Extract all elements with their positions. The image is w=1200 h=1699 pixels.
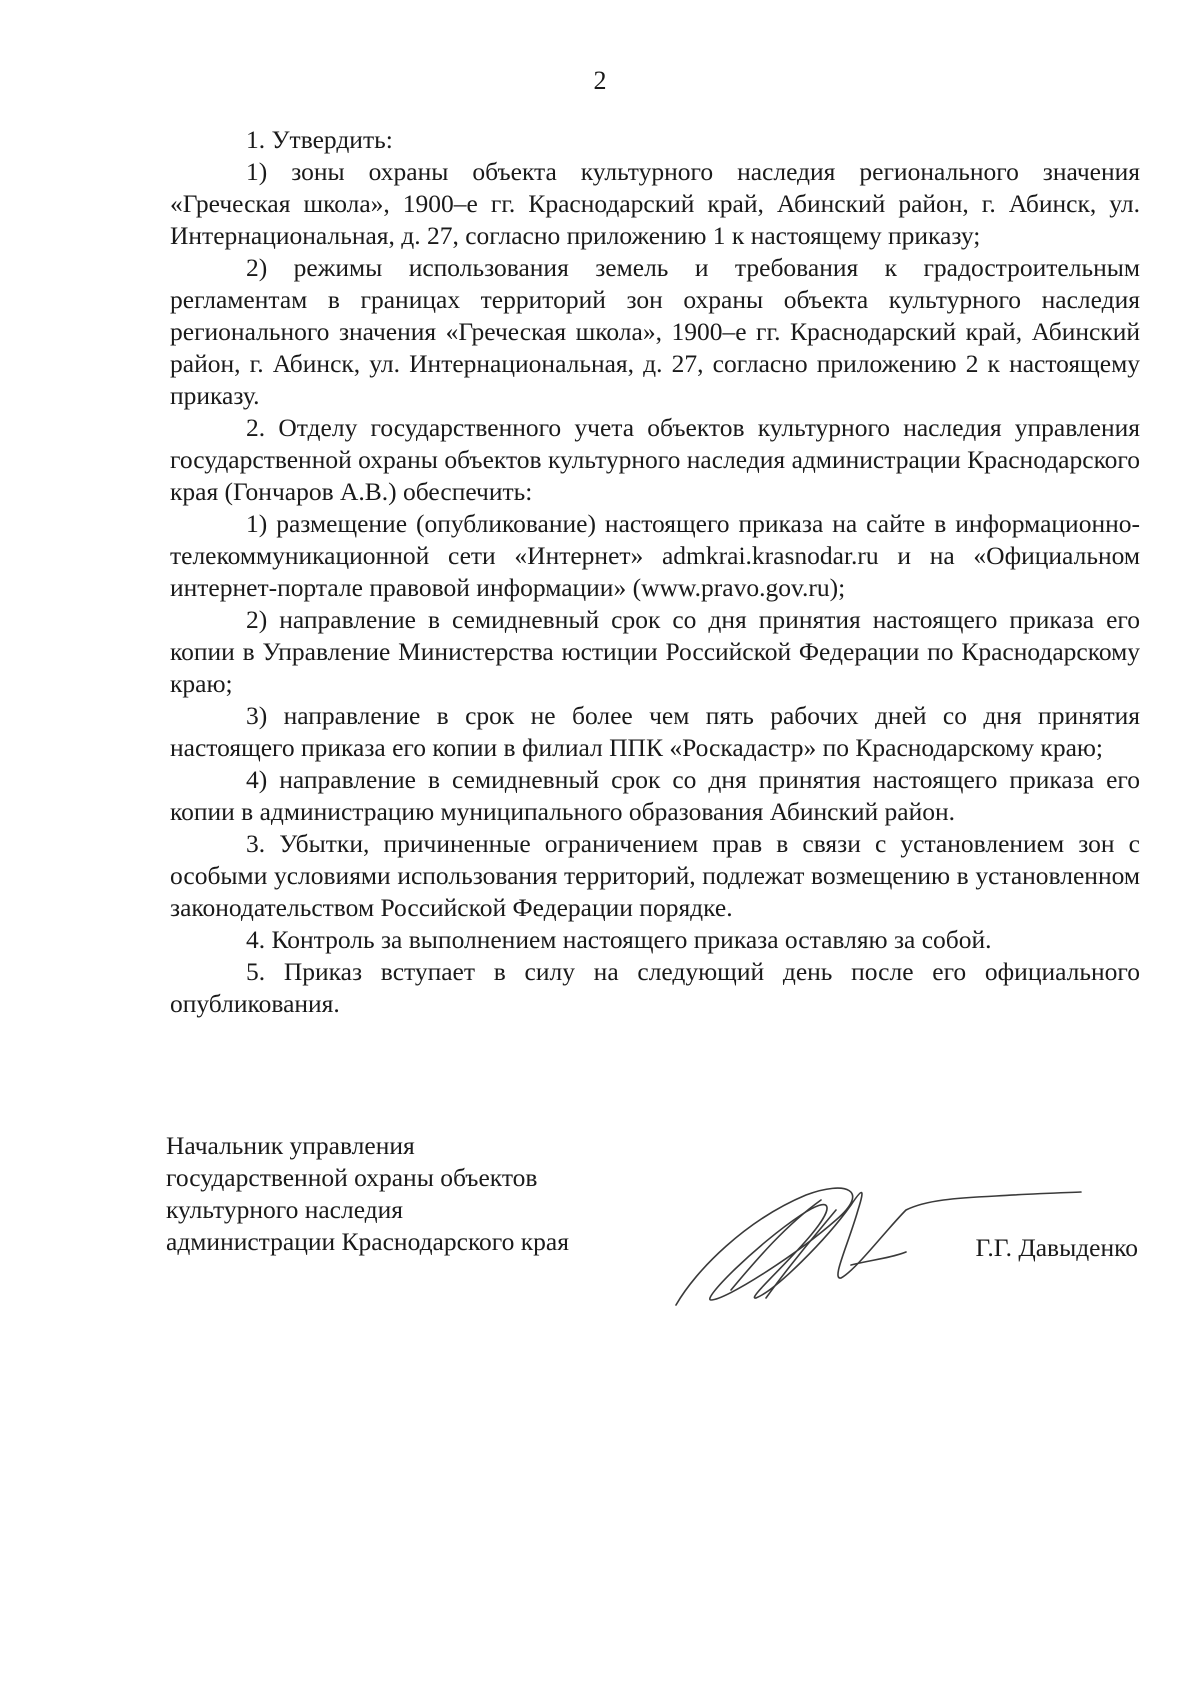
signer-position-line: Начальник управления — [166, 1131, 415, 1160]
signer-position-line: государственной охраны объектов — [166, 1163, 538, 1192]
paragraph-approve: 1. Утвердить: — [246, 125, 393, 154]
paragraph-land-use-regimes: 2) режимы использования земель и требования к градостроительным регламентам в границах территорий зон охраны объекта культурного наследия регионального значения «Греческая школа», 1900–е гг. Краснодарский край, Абинский район, г. Абинск, ул. Интернациональная, д. 27, согласно приложению 2 к настоящему приказу. — [170, 253, 1140, 410]
signature-block — [166, 1130, 1146, 1320]
page-number: 2 — [593, 66, 607, 95]
paragraph-losses-compensation: 3. Убытки, причиненные ограничением прав в связи с установлением зон с особыми условиями использования территорий, подлежат возмещению в установленном законодательством Российской Федерации порядке. — [170, 829, 1140, 922]
paragraph-entry-into-force: 5. Приказ вступает в силу на следующий день после его официального опубликования. — [170, 957, 1140, 1018]
paragraph-publication: 1) размещение (опубликование) настоящего приказа на сайте в информационно-телекоммуникационной сети «Интернет» admkrai.krasnodar.ru и на «Официальном интернет-портале правовой информации» (www.pravo.gov.ru); — [170, 509, 1140, 602]
paragraph-department-duties: 2. Отделу государственного учета объектов культурного наследия управления государственной охраны объектов культурного наследия администрации Краснодарского края (Гончаров А.В.) обеспечить: — [170, 413, 1140, 506]
paragraph-protection-zones: 1) зоны охраны объекта культурного наследия регионального значения «Греческая школа», 1900–е гг. Краснодарский край, Абинский район, г. Абинск, ул. Интернациональная, д. 27, согласно приложению 1 к настоящему приказу; — [170, 157, 1140, 250]
signer-position — [166, 1130, 569, 1258]
paragraph-send-to-roskadastr: 3) направление в срок не более чем пять рабочих дней со дня принятия настоящего приказа его копии в филиал ППК «Роскадастр» по Краснодарскому краю; — [170, 701, 1140, 762]
signer-position-line: администрации Краснодарского края — [166, 1227, 569, 1256]
paragraph-send-to-justice: 2) направление в семидневный срок со дня принятия настоящего приказа его копии в Управление Министерства юстиции Российской Федерации по Краснодарскому краю; — [170, 605, 1140, 698]
signer-position-line: культурного наследия — [166, 1195, 404, 1224]
signer-name: Г.Г. Давыденко — [975, 1233, 1138, 1262]
paragraph-send-to-municipality: 4) направление в семидневный срок со дня принятия настоящего приказа его копии в администрацию муниципального образования Абинский район. — [170, 765, 1140, 826]
order-body — [170, 124, 1140, 1020]
paragraph-control: 4. Контроль за выполнением настоящего приказа оставляю за собой. — [246, 925, 992, 954]
